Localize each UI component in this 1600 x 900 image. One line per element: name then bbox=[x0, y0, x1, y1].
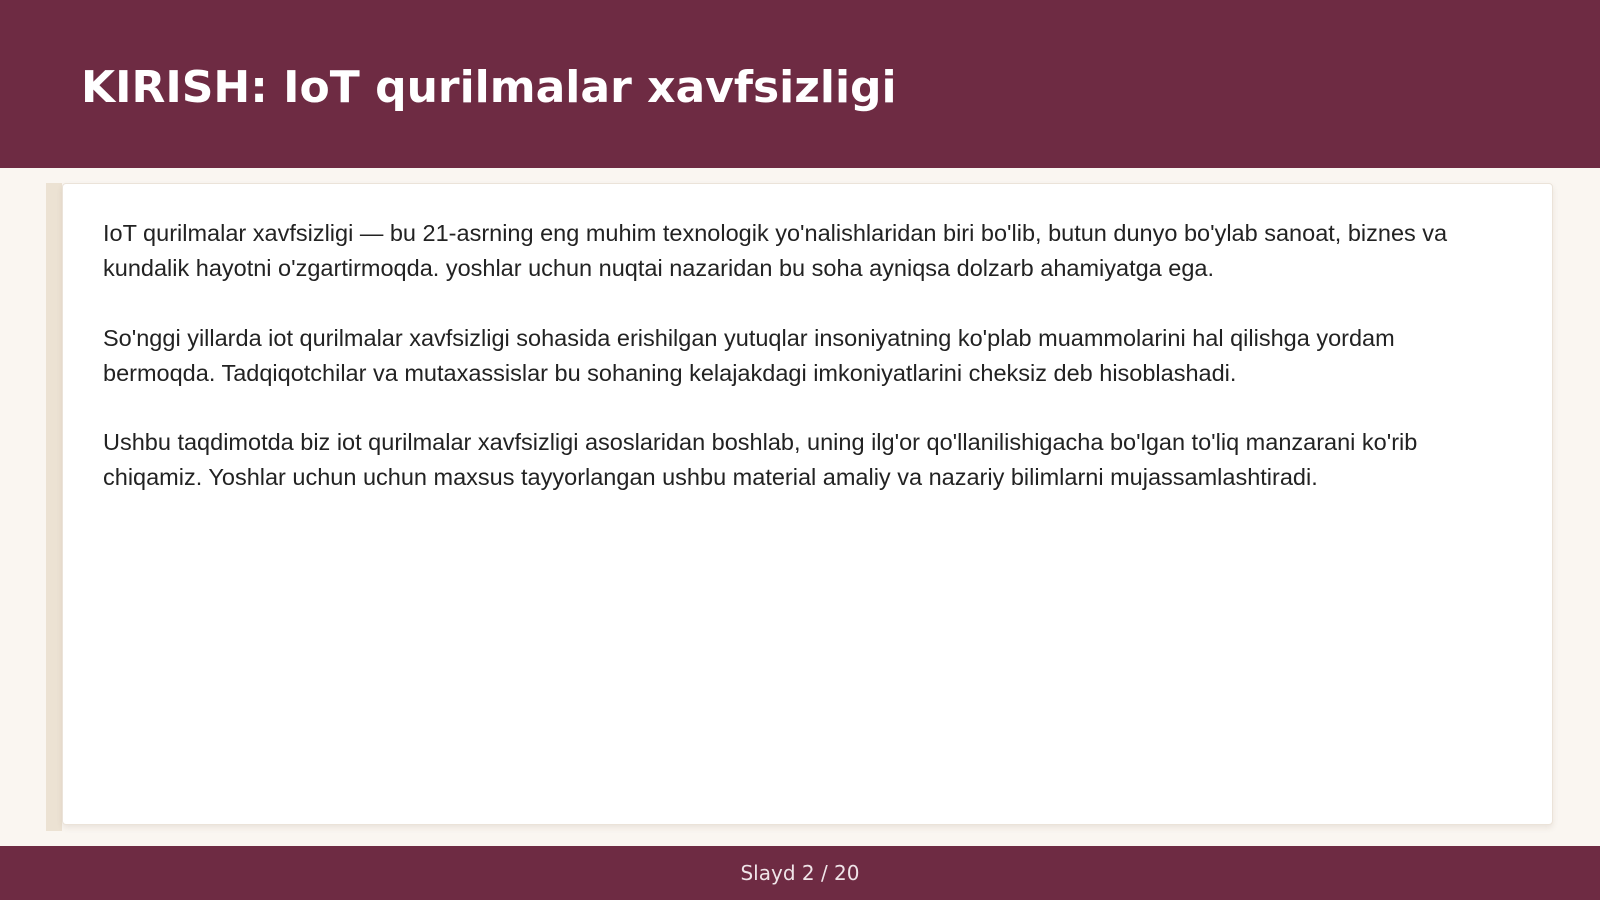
slide-footer bbox=[0, 846, 1600, 900]
content-paragraph-1: IoT qurilmalar xavfsizligi — bu 21-asrning eng muhim texnologik yo'nalishlaridan biri bo'lib, butun dunyo bo'ylab sanoat, biznes va kundalik hayotni o'zgartirmoqda. yoshlar uchun nuqtai nazaridan bu soha ayniqsa dolzarb ahamiyatga ega. bbox=[103, 220, 1448, 281]
slide-title: KIRISH: IoT qurilmalar xavfsizligi bbox=[81, 62, 897, 113]
content-paragraph-2: So'nggi yillarda iot qurilmalar xavfsizligi sohasida erishilgan yutuqlar insoniyatning ko'plab muammolarini hal qilishga yordam bermoqda. Tadqiqotchilar va mutaxassislar bu sohaning kelajakdagi imkoniyatlarini cheksiz deb hisoblashadi. bbox=[103, 325, 1395, 386]
slide-counter: Slayd 2 / 20 bbox=[740, 861, 860, 885]
slide-header bbox=[0, 0, 1600, 168]
content-card-accent bbox=[46, 183, 62, 831]
content-paragraph-3: Ushbu taqdimotda biz iot qurilmalar xavfsizligi asoslaridan boshlab, uning ilg'or qo'llanilishigacha bo'lgan to'liq manzarani ko'rib chiqamiz. Yoshlar uchun uchun maxsus tayyorlangan ushbu material amaliy va nazariy bilimlarni mujassamlashtiradi. bbox=[103, 429, 1418, 490]
